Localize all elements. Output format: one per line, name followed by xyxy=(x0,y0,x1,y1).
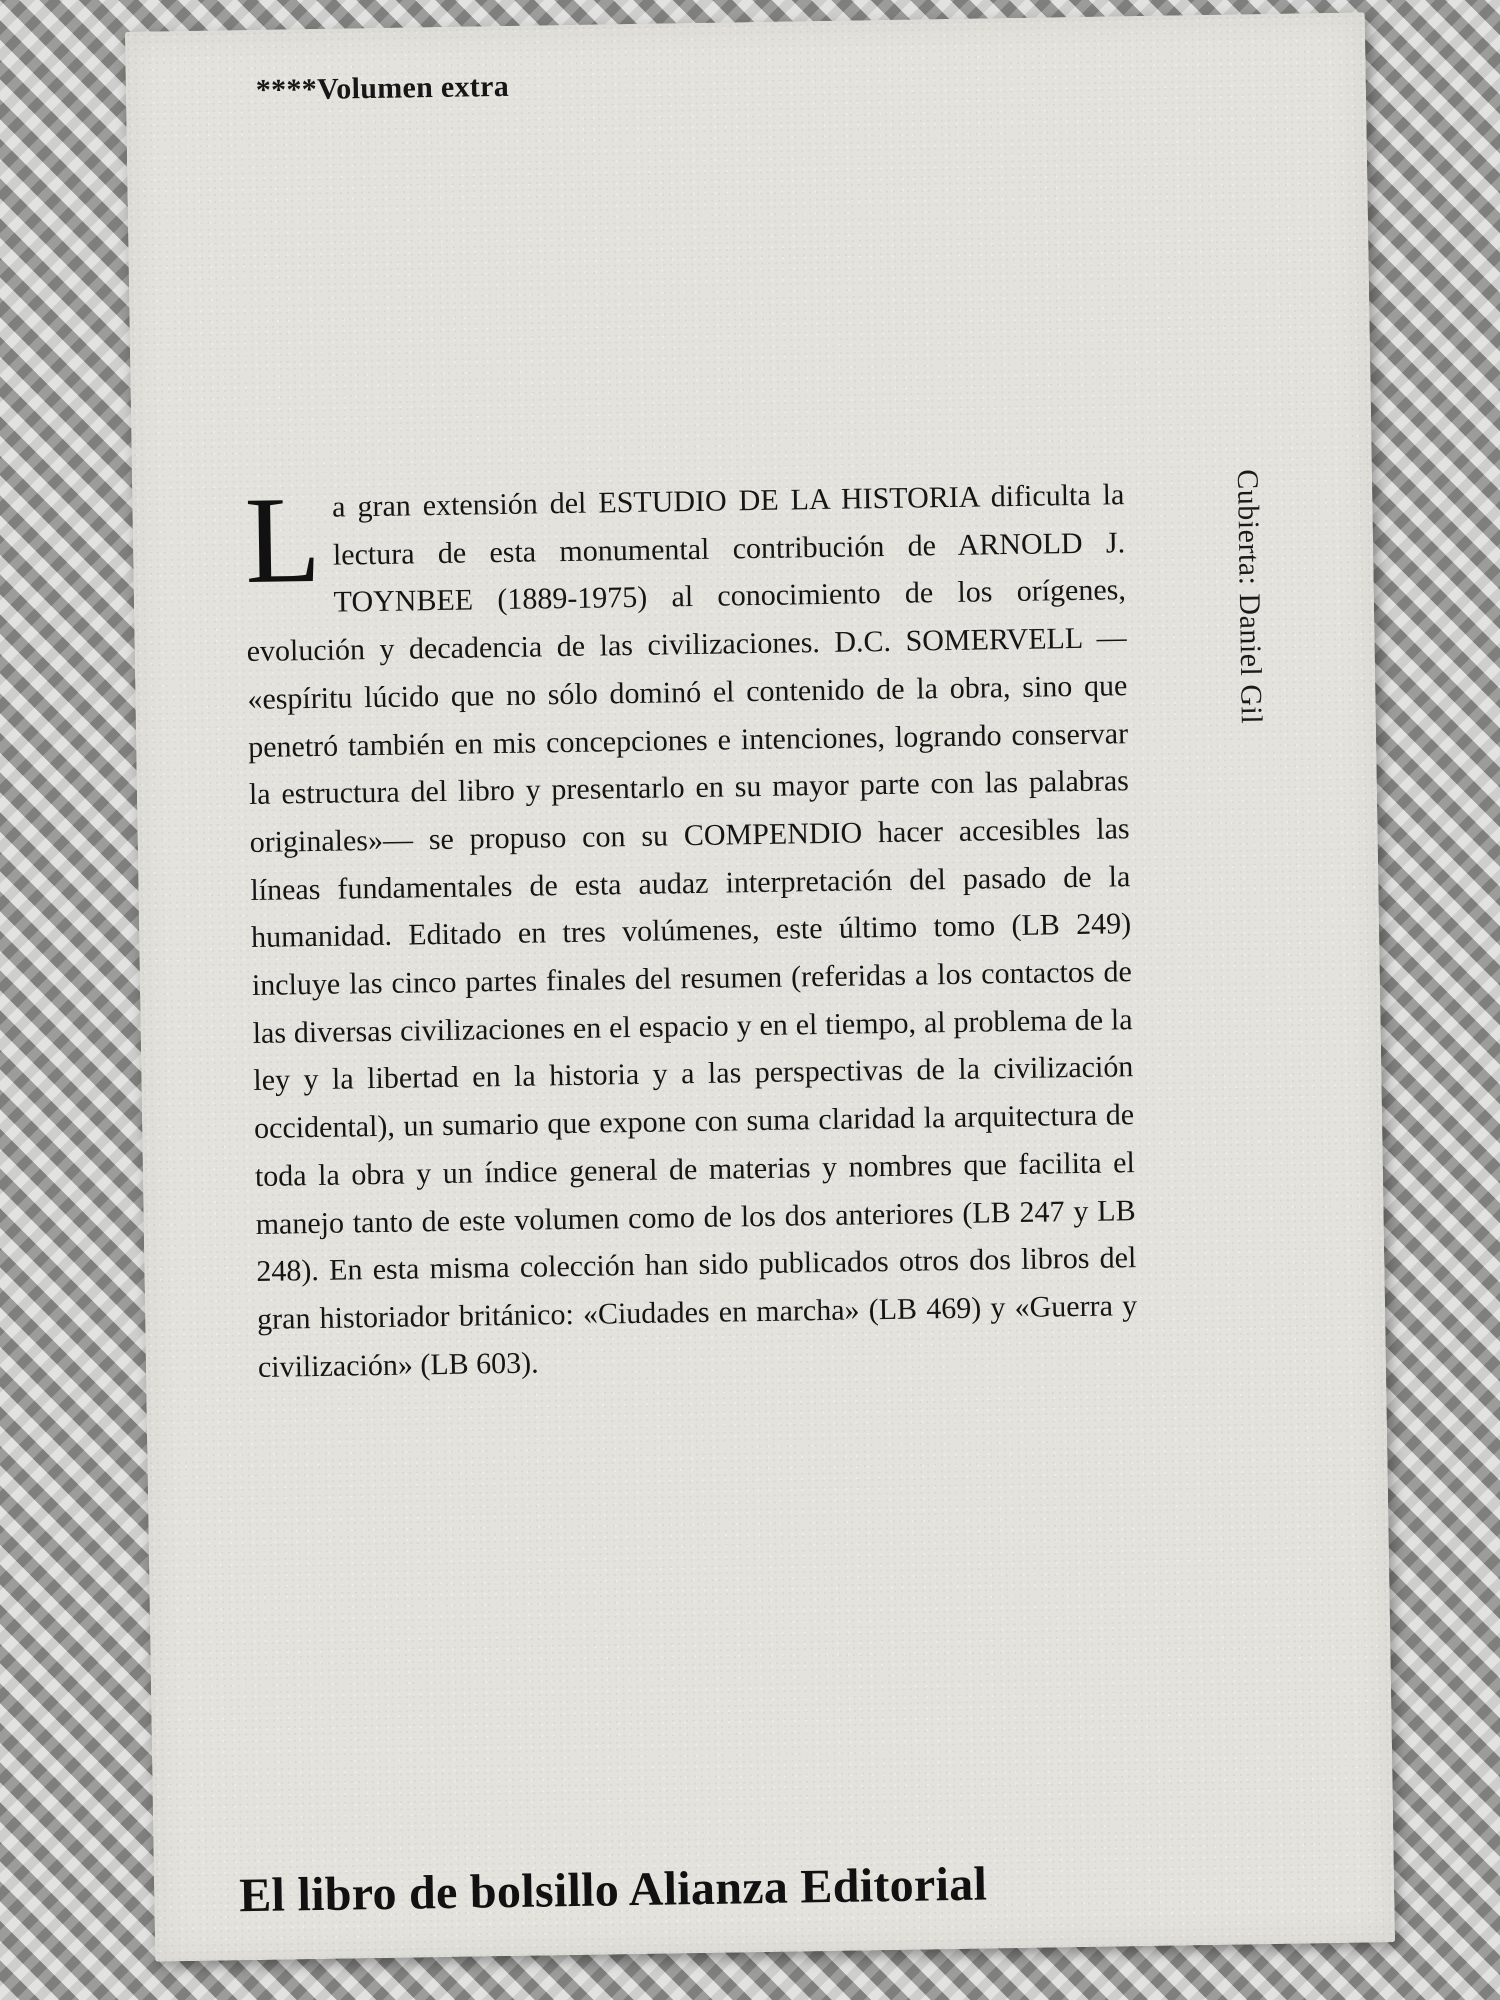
book-back-cover xyxy=(125,12,1395,1961)
blurb-text: a gran extensión del ESTUDIO DE LA HISTORIA dificulta la lectura de esta monumental contribución de ARNOLD J. TOYNBEE (1889-1975) al conocimiento de los orígenes, evolución y decadencia de las civilizaciones. D.C. SOMERVELL — «espíritu lúcido que no sólo dominó el contenido de la obra, sino que penetró también en mis concepciones e intenciones, logrando conservar la estructura del libro y presentarlo en su mayor parte con las palabras originales»— se propuso con su COMPENDIO hacer accesibles las líneas fundamentales de esta audaz interpretación del pasado de la humanidad. Editado en tres volúmenes, este último tomo (LB 249) incluye las cinco partes finales del resumen (referidas a los contactos de las diversas civilizaciones en el espacio y en el tiempo, al problema de la ley y la libertad en la historia y a las perspectivas de la civilización occidental), un sumario que expone con suma claridad la arquitectura de toda la obra y un índice general de materias y nombres que facilita el manejo tanto de este volumen como de los dos anteriores (LB 247 y LB 248). En esta misma colección han sido publicados otros dos libros del gran historiador británico: «Ciudades en marcha» (LB 469) y «Guerra y civilización» (LB 603). xyxy=(246,478,1138,1384)
cover-credit: Cubierta: Daniel Gil xyxy=(1230,469,1268,725)
series-label: ****Volumen extra xyxy=(255,69,510,107)
blurb-paragraph xyxy=(244,471,1138,1391)
drop-cap: L xyxy=(243,470,322,610)
publisher-line: El libro de bolsillo Alianza Editorial xyxy=(238,1857,988,1923)
